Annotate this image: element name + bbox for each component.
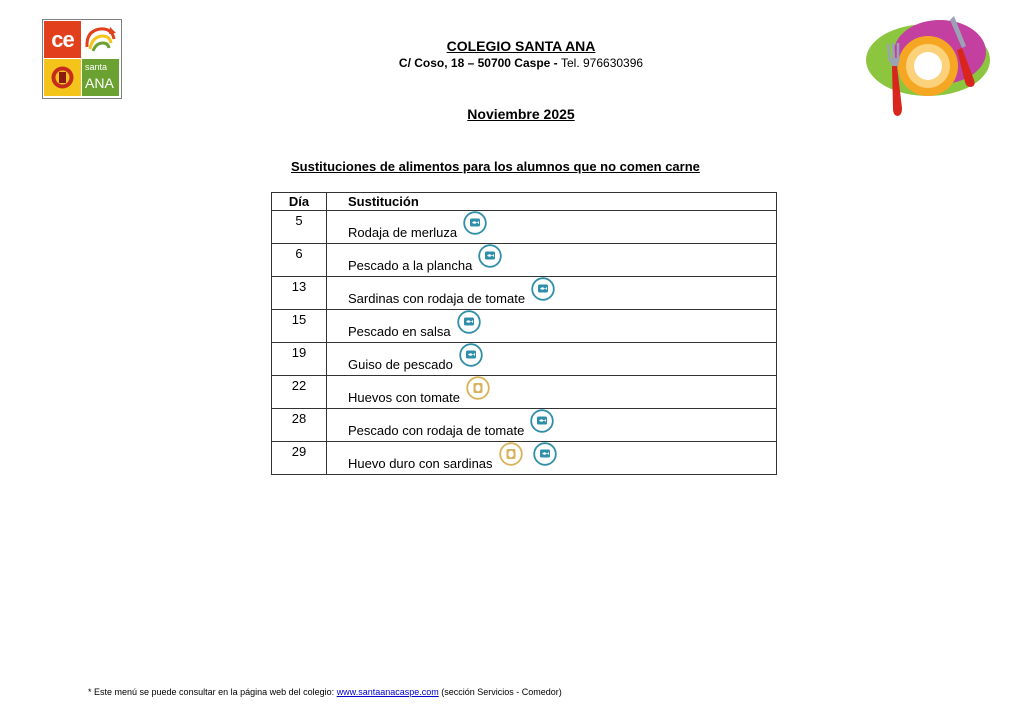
fish-allergen-icon [463, 211, 487, 235]
table-header-row [272, 193, 777, 211]
row-day: 28 [272, 409, 327, 442]
school-address [0, 56, 1024, 70]
allergen-icons [499, 442, 557, 466]
allergen-icons [466, 376, 490, 400]
fish-allergen-icon [531, 277, 555, 301]
row-substitution [327, 409, 777, 442]
substitution-text: Rodaja de merluza [348, 225, 458, 240]
row-substitution [327, 277, 777, 310]
substitution-text: Sardinas con rodaja de tomate [348, 291, 526, 306]
ce-logo-text: ce [44, 21, 81, 58]
footer-prefix: * Este menú se puede consultar en la página web del colegio: [88, 687, 335, 697]
row-substitution [327, 211, 777, 244]
row-day: 5 [272, 211, 327, 244]
day-column-header: Día [272, 193, 327, 211]
fish-allergen-icon [457, 310, 481, 334]
allergen-icons [531, 277, 555, 301]
substitution-text: Guiso de pescado [348, 357, 453, 372]
table-row [272, 211, 777, 244]
row-day: 19 [272, 343, 327, 376]
egg-allergen-icon [499, 442, 523, 466]
row-day: 6 [272, 244, 327, 277]
fish-allergen-icon [533, 442, 557, 466]
ana-text: ANA [85, 75, 114, 91]
substitution-text: Huevos con tomate [348, 390, 461, 405]
substitution-text: Pescado en salsa [348, 324, 451, 339]
fish-allergen-icon [459, 343, 483, 367]
row-day: 29 [272, 442, 327, 475]
row-day: 13 [272, 277, 327, 310]
allergen-icons [459, 343, 483, 367]
substitution-text: Pescado a la plancha [348, 258, 473, 273]
table-row [272, 343, 777, 376]
row-day: 15 [272, 310, 327, 343]
table-row [272, 244, 777, 277]
month-title: Noviembre 2025 [467, 106, 575, 122]
table-row [272, 277, 777, 310]
fish-allergen-icon [478, 244, 502, 268]
row-substitution [327, 442, 777, 475]
table-row [272, 442, 777, 475]
document-subtitle: Sustituciones de alimentos para los alumnos que no comen carne [291, 159, 700, 174]
allergen-icons [457, 310, 481, 334]
website-link[interactable]: www.santaanacaspe.com [336, 687, 439, 697]
table-row [272, 310, 777, 343]
substitutions-table [271, 192, 777, 475]
address-text: C/ Coso, 18 – 50700 Caspe - [398, 56, 558, 70]
allergen-icons [530, 409, 554, 433]
row-day: 22 [272, 376, 327, 409]
footer-note [88, 687, 562, 697]
phone-text: Tel. 976630396 [561, 56, 644, 70]
santa-text: santa [85, 62, 108, 72]
row-substitution [327, 343, 777, 376]
egg-allergen-icon [466, 376, 490, 400]
substitution-text: Huevo duro con sardinas [348, 456, 493, 471]
row-substitution [327, 244, 777, 277]
allergen-icons [463, 211, 487, 235]
table-row [272, 409, 777, 442]
allergen-icons [478, 244, 502, 268]
fish-allergen-icon [530, 409, 554, 433]
footer-suffix: (sección Servicios - Comedor) [441, 687, 562, 697]
row-substitution [327, 376, 777, 409]
table-row [272, 376, 777, 409]
row-substitution [327, 310, 777, 343]
substitution-text: Pescado con rodaja de tomate [348, 423, 525, 438]
school-name: COLEGIO SANTA ANA [446, 38, 596, 54]
substitution-column-header: Sustitución [327, 193, 777, 211]
